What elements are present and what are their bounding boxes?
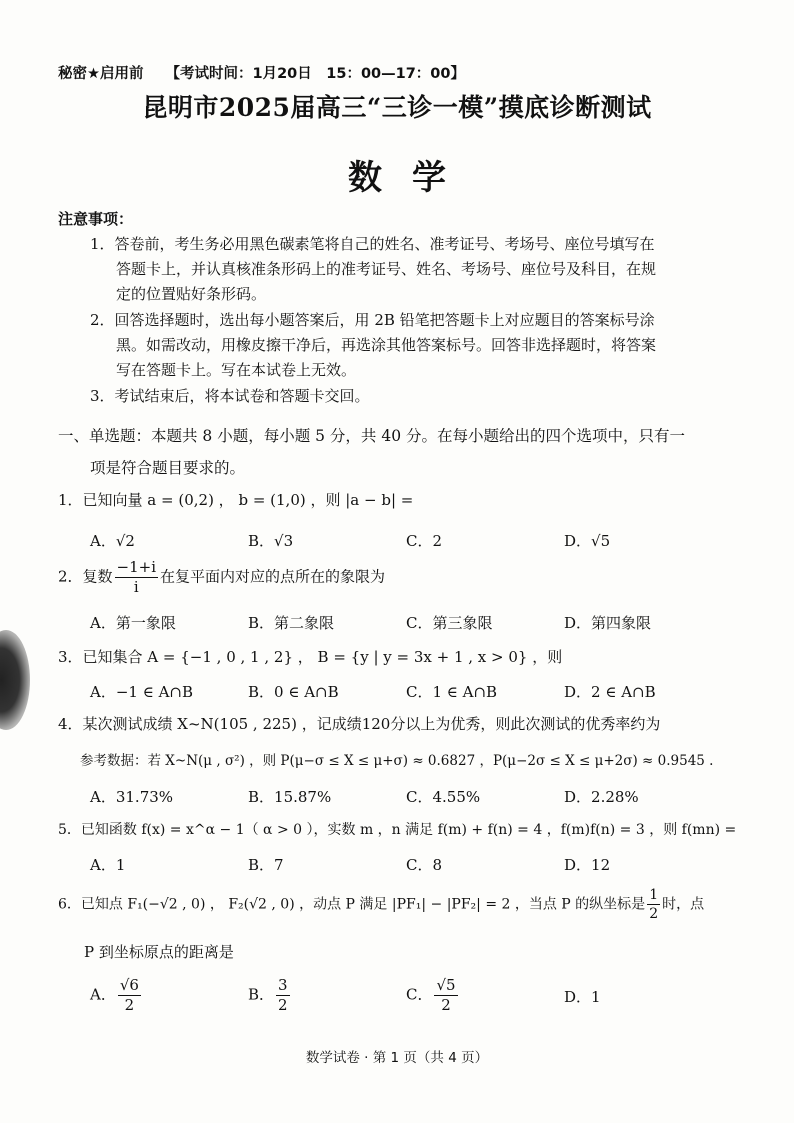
option-label: D． [564,988,592,1006]
note-2-line-2: 黑。如需改动，用橡皮擦干净后，再选涂其他答案标号。回答非选择题时，将答案 [116,336,657,354]
note-2-line-1: 2．回答选择题时，选出每小题答案后，用 2B 铅笔把答题卡上对应题目的答案标号涂 [90,311,655,329]
exam-time: 【考试时间：1月20日 15：00—17：00】 [165,66,465,82]
subject-title: 数学 [348,158,476,198]
note-1-line-1: 1．答卷前，考生务必用黑色碳素笔将自己的姓名、准考证号、考场号、座位号填写在 [90,235,655,253]
note-1-line-3: 定的位置贴好条形码。 [116,285,267,303]
section-heading: 一、单选题：本题共 8 小题，每小题 5 分，共 40 分。在每小题给出的四个选项中，只有一 [58,427,686,445]
question-6-stem-suffix: 时，点 [662,896,705,913]
fraction-numerator: −1+i [116,558,157,576]
fraction-denominator: i [133,578,139,596]
question-6-stem-prefix: 6．已知点 F₁(−√2 , 0) ， F₂(√2 , 0) ，动点 P 满足 |PF₁| − |PF₂| = 2 ，当点 P 的纵坐标是 [58,896,646,913]
question-2-fraction [115,560,158,595]
question-4-stem: 4．某次测试成绩 X~N(105 , 225) ，记成绩120分以上为优秀，则此次测试的优秀率约为 [58,715,661,733]
option-fraction [276,978,290,1013]
question-6-option-b [248,978,292,1013]
question-1-option-c: C．2 [406,532,443,550]
question-4-option-d: D．2.28% [564,788,639,806]
question-6-stem [58,888,704,921]
confidential-label: 秘密★启用前 [58,66,144,82]
question-3-option-c: C．1 ∈ A∩B [406,683,498,701]
question-4-option-b: B．15.87% [248,788,332,806]
option-label: C． [406,985,433,1004]
fraction-numerator: 1 [649,887,659,903]
fraction-denominator: 2 [649,906,659,922]
fraction-numerator: √5 [436,976,456,994]
exam-title: 昆明市2025届高三“三诊一模”摸底诊断测试 [142,93,652,122]
question-2-option-c: C．第三象限 [406,614,493,632]
question-6-option-d [564,986,601,1007]
question-4-reference-data: 参考数据：若 X~N(μ , σ²) ，则 P(μ−σ ≤ X ≤ μ+σ) ≈ 0.6827 ，P(μ−2σ ≤ X ≤ μ+2σ) ≈ 0.9545 . [80,753,714,769]
question-3-stem: 3．已知集合 A = {−1 , 0 , 1 , 2} ， B = {y | y = 3x + 1 , x > 0} ，则 [58,648,563,666]
question-6-option-a [90,978,143,1013]
scan-smudge [0,630,30,730]
fraction-numerator: √6 [119,976,139,994]
question-1-option-d: D．√5 [564,532,611,550]
question-5-stem: 5．已知函数 f(x) = x^α − 1（ α > 0 ），实数 m ，n 满足 f(m) + f(n) = 4 ，f(m)f(n) = 3 ，则 f(mn) = [58,822,737,838]
question-3-option-a: A．−1 ∈ A∩B [90,683,194,701]
question-5-option-c: C．8 [406,856,443,874]
question-4-option-c: C．4.55% [406,788,481,806]
question-3-option-b: B．0 ∈ A∩B [248,683,339,701]
fraction-denominator: 2 [441,996,451,1014]
question-6-fraction [647,888,660,921]
question-2-stem [58,560,385,595]
question-4-option-a: A．31.73% [90,788,174,806]
header-line [58,62,465,83]
option-label: B． [248,985,275,1004]
question-1-option-b: B．√3 [248,532,294,550]
note-1-line-2: 答题卡上，并认真核准条形码上的准考证号、姓名、考场号、座位号及科目，在规 [116,260,657,278]
fraction-denominator: 2 [124,996,135,1014]
fraction-denominator: 2 [278,996,288,1014]
question-2-option-b: B．第二象限 [248,614,335,632]
question-2-stem-prefix: 2．复数 [58,567,113,586]
option-value: 1 [591,988,601,1006]
question-5-option-b: B．7 [248,856,284,874]
note-3-line-1: 3．考试结束后，将本试卷和答题卡交回。 [90,387,370,405]
option-fraction [118,978,141,1013]
question-6-option-c [406,978,460,1013]
fraction-numerator: 3 [278,976,288,994]
question-5-option-d: D．12 [564,856,611,874]
question-2-stem-suffix: 在复平面内对应的点所在的象限为 [160,567,386,586]
notes-heading: 注意事项： [58,210,134,228]
option-fraction [434,978,457,1013]
question-1-option-a: A．√2 [90,532,135,550]
question-1-stem: 1．已知向量 a = (0,2) ， b = (1,0) ，则 |a − b| = [58,491,414,509]
option-label: A． [90,985,116,1004]
page-footer: 数学试卷 · 第 1 页（共 4 页） [305,1050,489,1066]
note-2-line-3: 写在答题卡上。写在本试卷上无效。 [116,361,357,379]
question-3-option-d: D．2 ∈ A∩B [564,683,656,701]
question-2-option-a: A．第一象限 [90,614,176,632]
section-heading-cont: 项是符合题目要求的。 [90,459,246,477]
question-2-option-d: D．第四象限 [564,614,652,632]
question-5-option-a: A．1 [90,856,126,874]
question-6-stem-line-2: P 到坐标原点的距离是 [84,943,234,961]
